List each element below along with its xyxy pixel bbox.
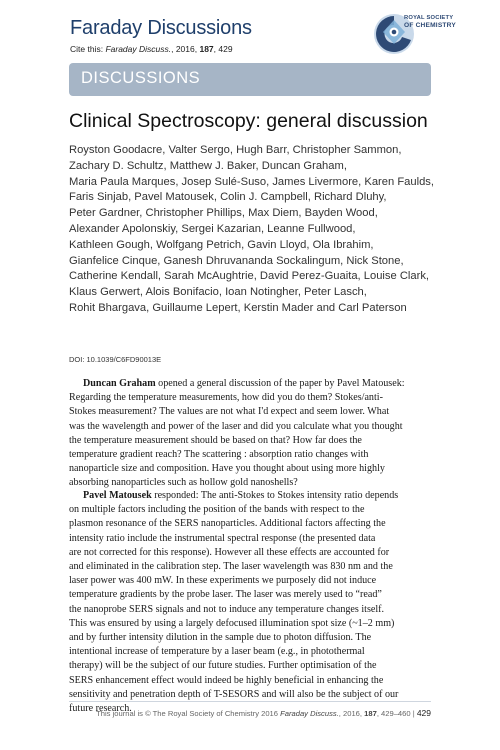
cite-pages: , 429 [213,44,233,54]
journal-title: Faraday Discussions [70,17,252,39]
author-list [69,143,449,317]
author-line: Gianfelice Cinque, Ganesh Dhruvananda Sockalingum, Nick Stone, [69,254,404,267]
author-line: Kathleen Gough, Wolfgang Petrich, Gavin Lloyd, Ola Ibrahim, [69,238,374,251]
cite-volume: 187 [199,44,214,54]
footer-copyright: This journal is © The Royal Society of Chemistry 2016 [96,709,281,718]
paragraph-line: absorbing nanoparticles such as hollow gold nanoshells? [69,477,298,489]
paragraph-line: Duncan Graham opened a general discussion of the paper by Pavel Matousek: [83,378,405,389]
discussion-paragraph-2 [69,489,431,716]
paragraph-line: temperature gradients by the probe laser. The laser was merely used to “read” [69,589,382,601]
paragraph-line: nanoparticle size and composition. Have you thought about using more highly [69,463,385,475]
paragraph-line: temperature gradient reach? The scattering : absorption ratio changes with [69,449,369,461]
author-line: Royston Goodacre, Valter Sergo, Hugh Barr, Christopher Sammon, [69,144,402,156]
publisher-logo-text [404,15,456,29]
logo-line-1: ROYAL SOCIETY [404,15,454,21]
footer-pages: , 429–460 [376,709,411,718]
paragraph-line: This was ensured by using a largely defocused illumination spot size (~1–2 mm) [69,617,395,629]
paragraph-line: Regarding the temperature measurements, how did you do them? Stokes/anti- [69,392,383,404]
paragraph-line: future research. [69,703,132,715]
author-line: Zachary D. Schultz, Matthew J. Baker, Duncan Graham, [69,159,347,172]
page-footer: This journal is © The Royal Society of Chemistry 2016 Faraday Discuss., 2016, 187, 429–460 | 429 [96,708,431,718]
paragraph-line: therapy) will be the subject of our future studies. Further optimisation of the [69,660,377,672]
paragraph-line: the nanoprobe SERS signals and not to induce any temperature changes itself. [69,603,385,615]
logo-line-2: OF CHEMISTRY [404,22,456,29]
footer-divider [69,701,431,702]
footer-journal: Faraday Discuss. [280,709,339,718]
author-line: Maria Paula Marques, Josep Sulé-Suso, James Livermore, Karen Faulds, [69,175,435,188]
page-number: 429 [416,708,431,718]
paragraph-line: Pavel Matousek responded: The anti-Stokes to Stokes intensity ratio depends [83,490,399,501]
paragraph-line: was the wavelength and power of the laser and did you calculate what you thought [69,420,403,432]
paragraph-line: intentional increase of temperature by a laser beam (e.g., in photothermal [69,646,365,658]
author-line: Faris Sinjab, Pavel Matousek, Colin J. Campbell, Richard Dluhy, [69,191,387,204]
cite-label: Cite this: [70,44,106,54]
cite-year: , 2016, [171,44,200,54]
speaker-name: Duncan Graham [83,378,156,389]
discussion-paragraph-1 [69,377,431,491]
paragraph-line: and by further intensity dilution in the sample due to photon diffusion. The [69,632,372,644]
footer-volume: 187 [364,709,377,718]
doi-link[interactable]: DOI: 10.1039/C6FD90013E [69,355,162,364]
paragraph-line: plasmon resonance of the SERS nanoparticles. Additional factors affecting the [69,518,386,530]
paragraph-line: intensity ratio include the instrumental spectral response (the presented data [69,532,376,544]
citation-line [70,44,233,54]
author-line: Alexander Apolonskiy, Sergei Kazarian, Leanne Fullwood, [69,222,356,235]
speaker-name: Pavel Matousek [83,490,152,501]
author-line: Peter Gardner, Christopher Phillips, Max Diem, Bayden Wood, [69,207,378,220]
paragraph-line: sensitivity and penetration depth of T-SESORS and will also be the subject of our [69,688,399,700]
paper-title: Clinical Spectroscopy: general discussion [69,110,428,132]
author-line: Rohit Bhargava, Guillaume Lepert, Kerstin Mader and Carl Paterson [69,301,407,314]
paragraph-line: laser power was 400 mW. In these experiments we purposely did not induce [69,575,377,587]
paragraph-line: and eliminated in the calibration step. The laser wavelength was 830 nm and the [69,561,393,573]
paragraph-line: on multiple factors including the position of the bands with respect to the [69,504,365,516]
cite-journal: Faraday Discuss. [105,44,172,54]
section-label: DISCUSSIONS [81,69,201,87]
paragraph-line: Stokes measurement? The values are not what I'd expect and seem lower. What [69,406,390,418]
section-banner [69,63,431,96]
paragraph-line: the temperature measurement should be based on that? How far does the [69,434,362,446]
author-line: Catherine Kendall, Sarah McAughtrie, David Perez-Guaita, Louise Clark, [69,270,430,283]
author-line: Klaus Gerwert, Alois Bonifacio, Ioan Notingher, Peter Lasch, [69,286,367,299]
paragraph-line: are not corrected for this response). However all these effects are accounted for [69,546,390,558]
paragraph-line: SERS enhancement effect would indeed be highly beneficial in enhancing the [69,674,384,686]
